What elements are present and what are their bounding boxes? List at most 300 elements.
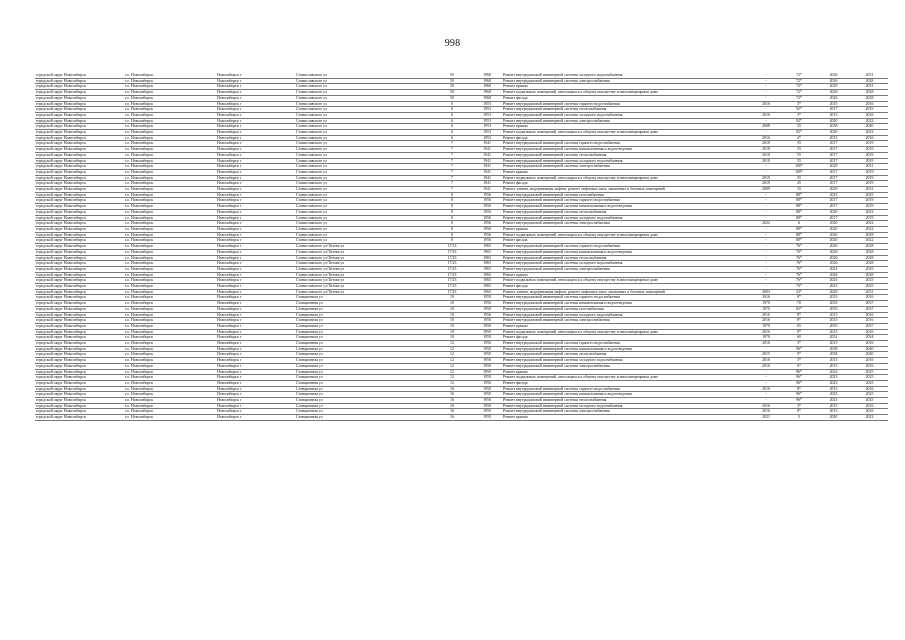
district-cell: городской округ Новосибирск bbox=[35, 118, 124, 124]
period-start-cell: 2017 bbox=[816, 215, 851, 221]
work-type-cell: Ремонт, замена, модернизация лифтов, ремонт лифтовых шахт, машинных и блочных помещений bbox=[502, 289, 750, 295]
period-end-cell: 2028 bbox=[851, 261, 888, 267]
period-start-cell: 2023 bbox=[816, 284, 851, 290]
work-type-cell: Ремонт внутридомовой инженерной системы холодного водоснабжения bbox=[502, 312, 750, 318]
build-year-cell: 1941 bbox=[472, 147, 502, 153]
wear-percent-cell: 100* bbox=[782, 164, 816, 170]
settlement-cell: Новосибирск г bbox=[216, 181, 295, 187]
period-start-cell: 2035 bbox=[816, 323, 851, 329]
district-cell: городской округ Новосибирск bbox=[35, 261, 124, 267]
work-type-cell: Ремонт внутридомовой инженерной системы канализования и водоотведения bbox=[502, 249, 750, 255]
work-type-cell: Ремонт внутридомовой инженерной системы горячего водоснабжения bbox=[502, 198, 750, 204]
house-number-cell: 10 bbox=[432, 301, 472, 307]
house-number-cell: 6 bbox=[432, 112, 472, 118]
period-end-cell: 2019 bbox=[851, 204, 888, 210]
last-repair-year-cell: - bbox=[750, 209, 782, 215]
last-repair-year-cell: 1970 bbox=[750, 323, 782, 329]
period-end-cell: 2016 bbox=[851, 318, 888, 324]
street-cell: Станиславского ул/Титова ул bbox=[295, 249, 432, 255]
house-number-cell: 12 bbox=[432, 380, 472, 386]
street-cell: Станиславского ул bbox=[295, 238, 432, 244]
settlement-cell: Новосибирск г bbox=[216, 164, 295, 170]
municipality-cell: г.о. Новосибирск bbox=[124, 352, 216, 358]
build-year-cell: 1968 bbox=[472, 73, 502, 78]
street-cell: Станиславского ул bbox=[295, 152, 432, 158]
settlement-cell: Новосибирск г bbox=[216, 221, 295, 227]
work-type-cell: Ремонт внутридомовой инженерной системы канализования и водоотведения bbox=[502, 147, 750, 153]
build-year-cell: 1950 bbox=[472, 341, 502, 347]
period-start-cell: 2020 bbox=[816, 238, 851, 244]
period-end-cell: 2025 bbox=[851, 266, 888, 272]
wear-percent-cell: 55 bbox=[782, 152, 816, 158]
settlement-cell: Новосибирск г bbox=[216, 289, 295, 295]
work-type-cell: Ремонт крыши bbox=[502, 84, 750, 90]
work-type-cell: Ремонт внутридомовой инженерной системы горячего водоснабжения bbox=[502, 295, 750, 301]
period-end-cell: 2022 bbox=[851, 130, 888, 136]
period-start-cell: 2026 bbox=[816, 78, 851, 84]
settlement-cell: Новосибирск г bbox=[216, 352, 295, 358]
work-type-cell: Ремонт крыши bbox=[502, 272, 750, 278]
district-cell: городской округ Новосибирск bbox=[35, 403, 124, 409]
district-cell: городской округ Новосибирск bbox=[35, 90, 124, 96]
period-end-cell: 2037 bbox=[851, 301, 888, 307]
settlement-cell: Новосибирск г bbox=[216, 238, 295, 244]
period-start-cell: 2026 bbox=[816, 261, 851, 267]
period-start-cell: 2026 bbox=[816, 95, 851, 101]
house-number-cell: 10 bbox=[432, 312, 472, 318]
period-end-cell: 2016 bbox=[851, 358, 888, 364]
period-end-cell: 2022 bbox=[851, 209, 888, 215]
district-cell: городской округ Новосибирск bbox=[35, 221, 124, 227]
settlement-cell: Новосибирск г bbox=[216, 392, 295, 398]
house-number-cell: 12 bbox=[432, 363, 472, 369]
table-row bbox=[35, 415, 888, 421]
street-cell: Станиславского ул/Титова ул bbox=[295, 272, 432, 278]
house-number-cell: 17/23 bbox=[432, 272, 472, 278]
last-repair-year-cell: - bbox=[750, 380, 782, 386]
municipality-cell: г.о. Новосибирск bbox=[124, 130, 216, 136]
street-cell: Станционная ул bbox=[295, 386, 432, 392]
period-start-cell: 2023 bbox=[816, 266, 851, 272]
wear-percent-cell: 92* bbox=[782, 130, 816, 136]
last-repair-year-cell: - bbox=[750, 375, 782, 381]
settlement-cell: Новосибирск г bbox=[216, 323, 295, 329]
municipality-cell: г.о. Новосибирск bbox=[124, 249, 216, 255]
settlement-cell: Новосибирск г bbox=[216, 409, 295, 415]
district-cell: городской округ Новосибирск bbox=[35, 380, 124, 386]
district-cell: городской округ Новосибирск bbox=[35, 73, 124, 78]
work-type-cell: Ремонт внутридомовой инженерной системы электроснабжения bbox=[502, 118, 750, 124]
street-cell: Станиславского ул bbox=[295, 73, 432, 78]
work-type-cell: Ремонт внутридомовой инженерной системы канализования и водоотведения bbox=[502, 392, 750, 398]
work-type-cell: Ремонт внутридомовой инженерной системы теплоснабжения bbox=[502, 255, 750, 261]
district-cell: городской округ Новосибирск bbox=[35, 323, 124, 329]
last-repair-year-cell: 2016 bbox=[750, 112, 782, 118]
house-number-cell: 12 bbox=[432, 346, 472, 352]
municipality-cell: г.о. Новосибирск bbox=[124, 261, 216, 267]
work-type-cell: Ремонт подвальных помещений, относящихся к общему имуществу в многоквартирном доме bbox=[502, 232, 750, 238]
settlement-cell: Новосибирск г bbox=[216, 187, 295, 193]
work-type-cell: Ремонт внутридомовой инженерной системы теплоснабжения bbox=[502, 352, 750, 358]
work-type-cell: Ремонт внутридомовой инженерной системы холодного водоснабжения bbox=[502, 215, 750, 221]
wear-percent-cell: 88* bbox=[782, 204, 816, 210]
build-year-cell: 1950 bbox=[472, 295, 502, 301]
municipality-cell: г.о. Новосибирск bbox=[124, 375, 216, 381]
last-repair-year-cell: - bbox=[750, 244, 782, 250]
build-year-cell: 1950 bbox=[472, 369, 502, 375]
last-repair-year-cell: 2022 bbox=[750, 221, 782, 227]
period-start-cell: 2020 bbox=[816, 209, 851, 215]
house-number-cell: 17/23 bbox=[432, 266, 472, 272]
work-type-cell: Ремонт подвальных помещений, относящихся к общему имуществу в многоквартирном доме bbox=[502, 90, 750, 96]
build-year-cell: 1950 bbox=[472, 392, 502, 398]
period-end-cell: 2028 bbox=[851, 232, 888, 238]
last-repair-year-cell: - bbox=[750, 238, 782, 244]
wear-percent-cell: 6* bbox=[782, 363, 816, 369]
build-year-cell: 1956 bbox=[472, 215, 502, 221]
period-start-cell: 2015 bbox=[816, 329, 851, 335]
settlement-cell: Новосибирск г bbox=[216, 124, 295, 130]
last-repair-year-cell: - bbox=[750, 78, 782, 84]
period-start-cell: 2020 bbox=[816, 118, 851, 124]
period-start-cell: 2015 bbox=[816, 358, 851, 364]
last-repair-year-cell: - bbox=[750, 169, 782, 175]
period-end-cell: 2028 bbox=[851, 255, 888, 261]
street-cell: Станционная ул bbox=[295, 318, 432, 324]
work-type-cell: Ремонт крыши bbox=[502, 226, 750, 232]
last-repair-year-cell: 2008 bbox=[750, 124, 782, 130]
period-end-cell: 2031 bbox=[851, 73, 888, 78]
last-repair-year-cell: - bbox=[750, 398, 782, 404]
settlement-cell: Новосибирск г bbox=[216, 152, 295, 158]
last-repair-year-cell: - bbox=[750, 272, 782, 278]
house-number-cell: 50 bbox=[432, 73, 472, 78]
period-start-cell: 2026 bbox=[816, 249, 851, 255]
district-cell: городской округ Новосибирск bbox=[35, 107, 124, 113]
street-cell: Станиславского ул bbox=[295, 141, 432, 147]
build-year-cell: 1965 bbox=[472, 244, 502, 250]
district-cell: городской округ Новосибирск bbox=[35, 341, 124, 347]
wear-percent-cell: 4* bbox=[782, 135, 816, 141]
municipality-cell: г.о. Новосибирск bbox=[124, 141, 216, 147]
district-cell: городской округ Новосибирск bbox=[35, 272, 124, 278]
house-number-cell: 6 bbox=[432, 124, 472, 130]
work-type-cell: Ремонт внутридомовой инженерной системы электроснабжения bbox=[502, 221, 750, 227]
period-end-cell: 2025 bbox=[851, 380, 888, 386]
build-year-cell: 1965 bbox=[472, 255, 502, 261]
house-number-cell: 8 bbox=[432, 215, 472, 221]
street-cell: Станиславского ул/Титова ул bbox=[295, 255, 432, 261]
period-end-cell: 2028 bbox=[851, 249, 888, 255]
settlement-cell: Новосибирск г bbox=[216, 198, 295, 204]
last-repair-year-cell: 2016 bbox=[750, 363, 782, 369]
last-repair-year-cell: 2016 bbox=[750, 295, 782, 301]
district-cell: городской округ Новосибирск bbox=[35, 289, 124, 295]
municipality-cell: г.о. Новосибирск bbox=[124, 73, 216, 78]
district-cell: городской округ Новосибирск bbox=[35, 152, 124, 158]
municipality-cell: г.о. Новосибирск bbox=[124, 95, 216, 101]
work-type-cell: Ремонт крыши bbox=[502, 369, 750, 375]
street-cell: Станционная ул bbox=[295, 341, 432, 347]
wear-percent-cell: 3* bbox=[782, 112, 816, 118]
work-type-cell: Ремонт внутридомовой инженерной системы горячего водоснабжения bbox=[502, 244, 750, 250]
street-cell: Станиславского ул bbox=[295, 147, 432, 153]
house-number-cell: 6 bbox=[432, 135, 472, 141]
municipality-cell: г.о. Новосибирск bbox=[124, 147, 216, 153]
work-type-cell: Ремонт внутридомовой инженерной системы горячего водоснабжения bbox=[502, 141, 750, 147]
build-year-cell: 1968 bbox=[472, 90, 502, 96]
house-number-cell: 8 bbox=[432, 192, 472, 198]
wear-percent-cell: 96* bbox=[782, 398, 816, 404]
build-year-cell: 1950 bbox=[472, 398, 502, 404]
period-end-cell: 2019 bbox=[851, 147, 888, 153]
period-end-cell: 2025 bbox=[851, 392, 888, 398]
district-cell: городской округ Новосибирск bbox=[35, 278, 124, 284]
street-cell: Станиславского ул bbox=[295, 204, 432, 210]
period-end-cell: 2022 bbox=[851, 221, 888, 227]
last-repair-year-cell: 2016 bbox=[750, 409, 782, 415]
build-year-cell: 1965 bbox=[472, 284, 502, 290]
build-year-cell: 1965 bbox=[472, 261, 502, 267]
house-number-cell: 10 bbox=[432, 306, 472, 312]
settlement-cell: Новосибирск г bbox=[216, 272, 295, 278]
period-end-cell: 2016 bbox=[851, 386, 888, 392]
district-cell: городской округ Новосибирск bbox=[35, 95, 124, 101]
house-number-cell: 12 bbox=[432, 369, 472, 375]
municipality-cell: г.о. Новосибирск bbox=[124, 158, 216, 164]
build-year-cell: 1953 bbox=[472, 135, 502, 141]
work-type-cell: Ремонт внутридомовой инженерной системы теплоснабжения bbox=[502, 152, 750, 158]
build-year-cell: 1950 bbox=[472, 312, 502, 318]
last-repair-year-cell: - bbox=[750, 249, 782, 255]
settlement-cell: Новосибирск г bbox=[216, 135, 295, 141]
period-end-cell: 2019 bbox=[851, 152, 888, 158]
street-cell: Станиславского ул/Титова ул bbox=[295, 244, 432, 250]
street-cell: Станционная ул bbox=[295, 335, 432, 341]
municipality-cell: г.о. Новосибирск bbox=[124, 169, 216, 175]
street-cell: Станционная ул bbox=[295, 346, 432, 352]
last-repair-year-cell: 2016 bbox=[750, 329, 782, 335]
period-end-cell: 2019 bbox=[851, 215, 888, 221]
district-cell: городской округ Новосибирск bbox=[35, 124, 124, 130]
house-number-cell: 12 bbox=[432, 375, 472, 381]
house-number-cell: 8 bbox=[432, 226, 472, 232]
district-cell: городской округ Новосибирск bbox=[35, 215, 124, 221]
municipality-cell: г.о. Новосибирск bbox=[124, 403, 216, 409]
district-cell: городской округ Новосибирск bbox=[35, 232, 124, 238]
settlement-cell: Новосибирск г bbox=[216, 232, 295, 238]
house-number-cell: 7 bbox=[432, 152, 472, 158]
municipality-cell: г.о. Новосибирск bbox=[124, 187, 216, 193]
build-year-cell: 1950 bbox=[472, 329, 502, 335]
work-type-cell: Ремонт фасада bbox=[502, 335, 750, 341]
period-end-cell: 2019 bbox=[851, 169, 888, 175]
build-year-cell: 1956 bbox=[472, 204, 502, 210]
settlement-cell: Новосибирск г bbox=[216, 147, 295, 153]
build-year-cell: 1950 bbox=[472, 335, 502, 341]
period-start-cell: 2020 bbox=[816, 415, 851, 421]
period-start-cell: 2017 bbox=[816, 169, 851, 175]
wear-percent-cell: 76* bbox=[782, 261, 816, 267]
settlement-cell: Новосибирск г bbox=[216, 284, 295, 290]
period-end-cell: 2025 bbox=[851, 278, 888, 284]
work-type-cell: Ремонт внутридомовой инженерной системы электроснабжения bbox=[502, 164, 750, 170]
house-number-cell: 10 bbox=[432, 329, 472, 335]
build-year-cell: 1953 bbox=[472, 118, 502, 124]
period-start-cell: 2015 bbox=[816, 363, 851, 369]
last-repair-year-cell: 2021 bbox=[750, 415, 782, 421]
wear-percent-cell: 72* bbox=[782, 78, 816, 84]
municipality-cell: г.о. Новосибирск bbox=[124, 266, 216, 272]
wear-percent-cell: 88* bbox=[782, 232, 816, 238]
settlement-cell: Новосибирск г bbox=[216, 192, 295, 198]
settlement-cell: Новосибирск г bbox=[216, 95, 295, 101]
municipality-cell: г.о. Новосибирск bbox=[124, 380, 216, 386]
build-year-cell: 1956 bbox=[472, 232, 502, 238]
last-repair-year-cell: - bbox=[750, 90, 782, 96]
last-repair-year-cell: - bbox=[750, 95, 782, 101]
wear-percent-cell: 100* bbox=[782, 169, 816, 175]
house-number-cell: 7 bbox=[432, 169, 472, 175]
street-cell: Станиславского ул bbox=[295, 95, 432, 101]
settlement-cell: Новосибирск г bbox=[216, 112, 295, 118]
work-type-cell: Ремонт внутридомовой инженерной системы горячего водоснабжения bbox=[502, 101, 750, 107]
last-repair-year-cell: - bbox=[750, 204, 782, 210]
municipality-cell: г.о. Новосибирск bbox=[124, 112, 216, 118]
last-repair-year-cell: - bbox=[750, 284, 782, 290]
district-cell: городской округ Новосибирск bbox=[35, 158, 124, 164]
build-year-cell: 1965 bbox=[472, 289, 502, 295]
period-start-cell: 2015 bbox=[816, 386, 851, 392]
period-end-cell: 2016 bbox=[851, 295, 888, 301]
wear-percent-cell: 55 bbox=[782, 175, 816, 181]
district-cell: городской округ Новосибирск bbox=[35, 329, 124, 335]
last-repair-year-cell: 2018 bbox=[750, 158, 782, 164]
period-end-cell: 2025 bbox=[851, 369, 888, 375]
build-year-cell: 1968 bbox=[472, 78, 502, 84]
last-repair-year-cell: - bbox=[750, 266, 782, 272]
wear-percent-cell: 9* bbox=[782, 352, 816, 358]
last-repair-year-cell: 2018 bbox=[750, 147, 782, 153]
district-cell: городской округ Новосибирск bbox=[35, 226, 124, 232]
district-cell: городской округ Новосибирск bbox=[35, 335, 124, 341]
period-end-cell: 2025 bbox=[851, 398, 888, 404]
house-number-cell: 8 bbox=[432, 232, 472, 238]
period-end-cell: 2016 bbox=[851, 112, 888, 118]
house-number-cell: 50 bbox=[432, 78, 472, 84]
build-year-cell: 1950 bbox=[472, 380, 502, 386]
street-cell: Станционная ул bbox=[295, 375, 432, 381]
municipality-cell: г.о. Новосибирск bbox=[124, 295, 216, 301]
period-start-cell: 2026 bbox=[816, 255, 851, 261]
municipality-cell: г.о. Новосибирск bbox=[124, 415, 216, 421]
municipality-cell: г.о. Новосибирск bbox=[124, 244, 216, 250]
work-type-cell: Ремонт, замена, модернизация лифтов, ремонт лифтовых шахт, машинных и блочных помещений bbox=[502, 187, 750, 193]
house-number-cell: 7 bbox=[432, 158, 472, 164]
house-number-cell: 16 bbox=[432, 386, 472, 392]
last-repair-year-cell: 1970 bbox=[750, 306, 782, 312]
period-start-cell: 2017 bbox=[816, 158, 851, 164]
work-type-cell: Ремонт внутридомовой инженерной системы холодного водоснабжения bbox=[502, 261, 750, 267]
period-start-cell: 2026 bbox=[816, 272, 851, 278]
build-year-cell: 1941 bbox=[472, 141, 502, 147]
wear-percent-cell: 55 bbox=[782, 141, 816, 147]
period-end-cell: 2031 bbox=[851, 289, 888, 295]
period-end-cell: 2019 bbox=[851, 158, 888, 164]
municipality-cell: г.о. Новосибирск bbox=[124, 329, 216, 335]
work-type-cell: Ремонт внутридомовой инженерной системы электроснабжения bbox=[502, 266, 750, 272]
house-number-cell: 7 bbox=[432, 164, 472, 170]
municipality-cell: г.о. Новосибирск bbox=[124, 192, 216, 198]
municipality-cell: г.о. Новосибирск bbox=[124, 118, 216, 124]
wear-percent-cell: 72* bbox=[782, 90, 816, 96]
house-number-cell: 8 bbox=[432, 198, 472, 204]
period-start-cell: 2038 bbox=[816, 124, 851, 130]
build-year-cell: 1941 bbox=[472, 152, 502, 158]
street-cell: Станиславского ул bbox=[295, 118, 432, 124]
street-cell: Станционная ул bbox=[295, 363, 432, 369]
wear-percent-cell: 72* bbox=[782, 73, 816, 78]
street-cell: Станционная ул bbox=[295, 369, 432, 375]
settlement-cell: Новосибирск г bbox=[216, 403, 295, 409]
period-end-cell: 2019 bbox=[851, 107, 888, 113]
street-cell: Станиславского ул bbox=[295, 124, 432, 130]
period-end-cell: 2019 bbox=[851, 175, 888, 181]
wear-percent-cell: 8* bbox=[782, 318, 816, 324]
period-end-cell: 2031 bbox=[851, 164, 888, 170]
build-year-cell: 1950 bbox=[472, 409, 502, 415]
period-start-cell: 2015 bbox=[816, 101, 851, 107]
district-cell: городской округ Новосибирск bbox=[35, 192, 124, 198]
district-cell: городской округ Новосибирск bbox=[35, 392, 124, 398]
period-end-cell: 2022 bbox=[851, 118, 888, 124]
district-cell: городской округ Новосибирск bbox=[35, 363, 124, 369]
district-cell: городской округ Новосибирск bbox=[35, 358, 124, 364]
last-repair-year-cell: 2019 bbox=[750, 181, 782, 187]
last-repair-year-cell: 2016 bbox=[750, 386, 782, 392]
period-start-cell: 2023 bbox=[816, 392, 851, 398]
period-end-cell: 2016 bbox=[851, 135, 888, 141]
last-repair-year-cell: 2016 bbox=[750, 341, 782, 347]
municipality-cell: г.о. Новосибирск bbox=[124, 221, 216, 227]
period-start-cell: 2029 bbox=[816, 84, 851, 90]
district-cell: городской округ Новосибирск bbox=[35, 135, 124, 141]
wear-percent-cell: 8* bbox=[782, 312, 816, 318]
wear-percent-cell: 92* bbox=[782, 118, 816, 124]
last-repair-year-cell: 2016 bbox=[750, 135, 782, 141]
build-year-cell: 1953 bbox=[472, 130, 502, 136]
street-cell: Станционная ул bbox=[295, 415, 432, 421]
last-repair-year-cell: 2016 bbox=[750, 318, 782, 324]
work-type-cell: Ремонт внутридомовой инженерной системы холодного водоснабжения bbox=[502, 73, 750, 78]
wear-percent-cell: 60 bbox=[782, 335, 816, 341]
house-number-cell: 10 bbox=[432, 295, 472, 301]
last-repair-year-cell: - bbox=[750, 107, 782, 113]
work-type-cell: Ремонт внутридомовой инженерной системы горячего водоснабжения bbox=[502, 341, 750, 347]
wear-percent-cell: 23* bbox=[782, 289, 816, 295]
period-start-cell: 2029 bbox=[816, 289, 851, 295]
wear-percent-cell: 88* bbox=[782, 209, 816, 215]
work-type-cell: Ремонт фасада bbox=[502, 95, 750, 101]
street-cell: Станиславского ул/Титова ул bbox=[295, 284, 432, 290]
build-year-cell: 1968 bbox=[472, 95, 502, 101]
municipality-cell: г.о. Новосибирск bbox=[124, 284, 216, 290]
period-start-cell: 2038 bbox=[816, 346, 851, 352]
period-end-cell: 2016 bbox=[851, 403, 888, 409]
house-number-cell: 17/23 bbox=[432, 261, 472, 267]
last-repair-year-cell: - bbox=[750, 369, 782, 375]
house-number-cell: 6 bbox=[432, 101, 472, 107]
